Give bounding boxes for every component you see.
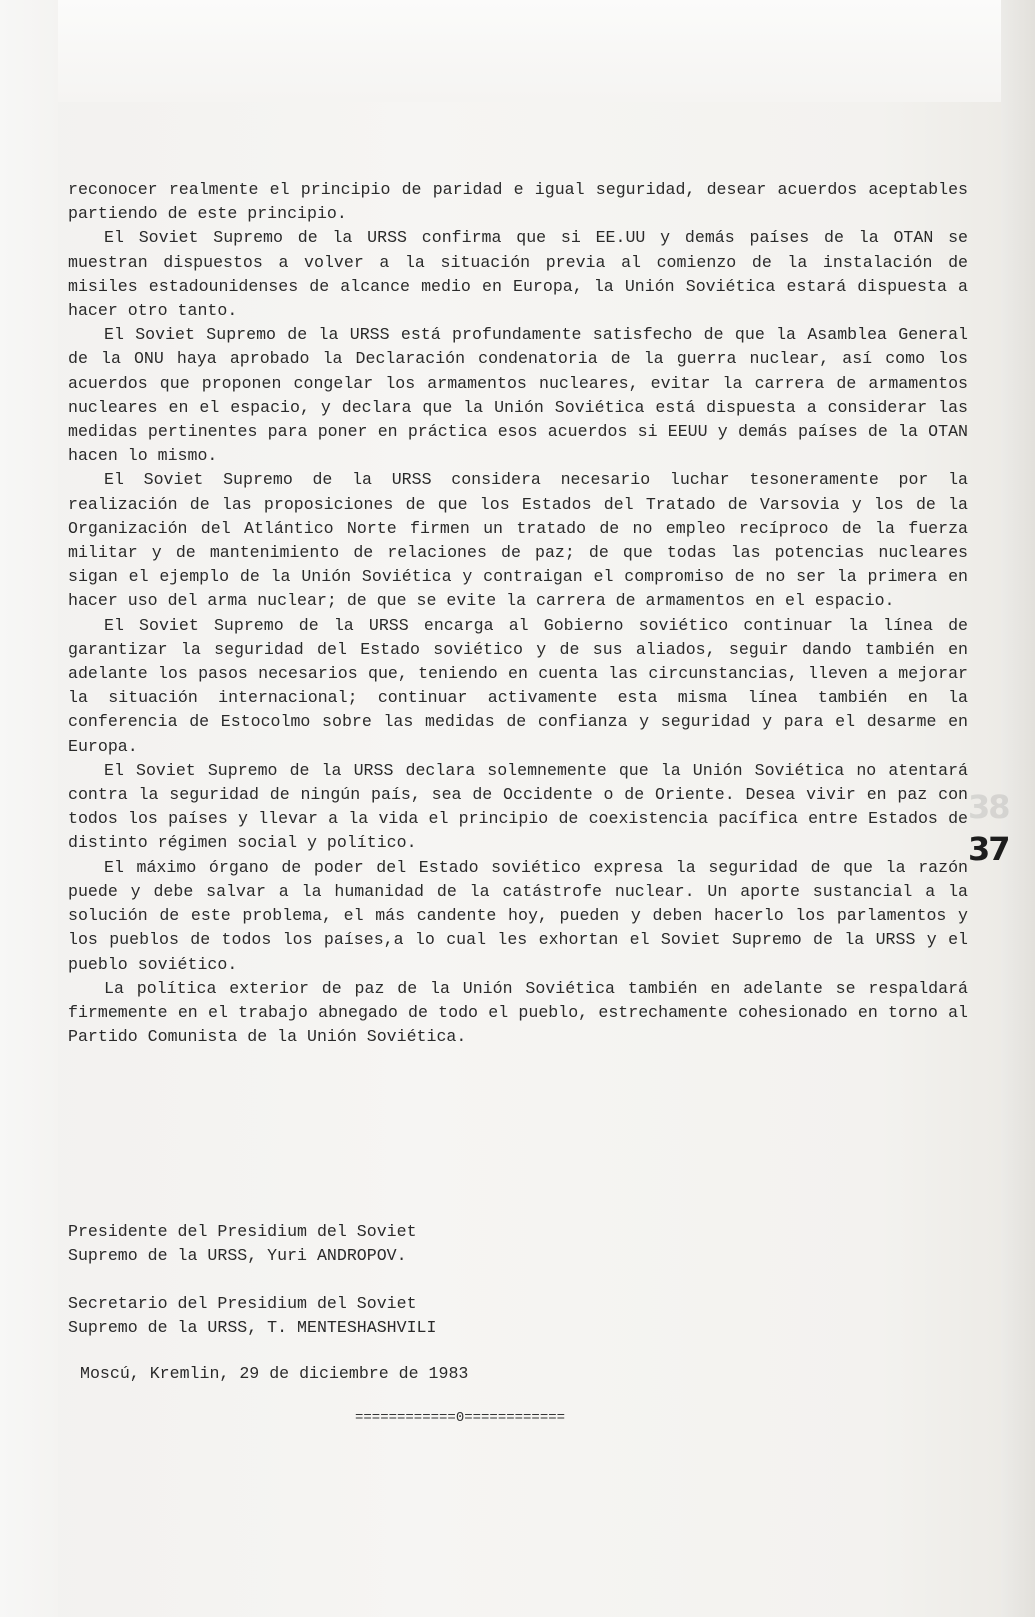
signature-block-secretary — [68, 1292, 436, 1340]
paragraph: El Soviet Supremo de la URSS confirma que si EE.UU y demás países de la OTAN se muestran dispuestos a volver a la situación previa al comienzo de la instalación de misiles estadounidenses de alcance medio en Europa, la Unión Soviética estará dispuesta a hacer otro tanto. — [68, 228, 968, 321]
page-left-margin — [0, 0, 58, 1617]
signature-line: Secretario del Presidium del Soviet — [68, 1294, 417, 1313]
bleed-through-page-number: 38 — [968, 788, 1009, 826]
paragraph: El máximo órgano de poder del Estado soviético expresa la seguridad de que la razón puede y debe salvar a la humanidad de la catástrofe nuclear. Un aporte sustancial a la solución de este problema, el más candente hoy, pueden y deben hacerlo los parlamentos y los pueblos de todos los países,a lo cual les exhortan el Soviet Supremo de la URSS y el pueblo soviético. — [68, 857, 968, 974]
signature-line: Supremo de la URSS, Yuri ANDROPOV. — [68, 1246, 407, 1266]
signature-line: Supremo de la URSS, T. MENTESHASHVILI — [68, 1318, 437, 1338]
page-top-margin — [0, 0, 1035, 102]
signature-block-president — [68, 1220, 417, 1268]
paragraph: La política exterior de paz de la Unión Soviética también en adelante se respaldará firmemente en el trabajo abnegado de todo el pueblo, estrechamente cohesionado en torno al Partido Comunista de la Unión Soviética. — [68, 978, 968, 1047]
signature-line: Presidente del Presidium del Soviet — [68, 1222, 417, 1241]
paragraph: El Soviet Supremo de la URSS está profundamente satisfecho de que la Asamblea General de la ONU haya aprobado la Declaración condenatoria de la guerra nuclear, así como los acuerdos que proponen congelar los armamentos nucleares, evitar la carrera de armamentos nucleares en el espacio, y declara que la Unión Soviética está dispuesta a considerar las medidas pertinentes para poner en práctica esos acuerdos si EEUU y demás países de la OTAN hacen lo mismo. — [68, 325, 968, 466]
paragraph: El Soviet Supremo de la URSS declara solemnemente que la Unión Soviética no atentará contra la seguridad de ningún país, sea de Occidente o de Oriente. Desea vivir en paz con todos los países y llevar a la vida el principio de coexistencia pacífica entre Estados de distinto régimen social y político. — [68, 760, 968, 853]
section-divider: ============0============ — [355, 1410, 566, 1426]
paragraph: reconocer realmente el principio de paridad e igual seguridad, desear acuerdos aceptables partiendo de este principio. — [68, 180, 968, 224]
dateline: Moscú, Kremlin, 29 de diciembre de 1983 — [80, 1364, 469, 1383]
paragraph: El Soviet Supremo de la URSS encarga al Gobierno soviético continuar la línea de garantizar la seguridad del Estado soviético y de sus aliados, seguir dando también en adelante los pasos necesarios que, teniendo en cuenta las circunstancias, lleven a mejorar la situación internacional; continuar activamente esta misma línea también en la conferencia de Estocolmo sobre las medidas de confianza y seguridad y para el desarme en Europa. — [68, 615, 968, 756]
page-number: 37 — [968, 830, 1009, 868]
paragraph: El Soviet Supremo de la URSS considera necesario luchar tesoneramente por la realización de las proposiciones de que los Estados del Tratado de Varsovia y los de la Organización del Atlántico Norte firmen un tratado de no empleo recíproco de la fuerza militar y de mantenimiento de relaciones de paz; de que todas las potencias nucleares sigan el ejemplo de la Unión Soviética y contraigan el compromiso de no ser la primera en hacer uso del arma nuclear; de que se evite la carrera de armamentos en el espacio. — [68, 470, 968, 611]
document-body — [68, 178, 968, 1049]
